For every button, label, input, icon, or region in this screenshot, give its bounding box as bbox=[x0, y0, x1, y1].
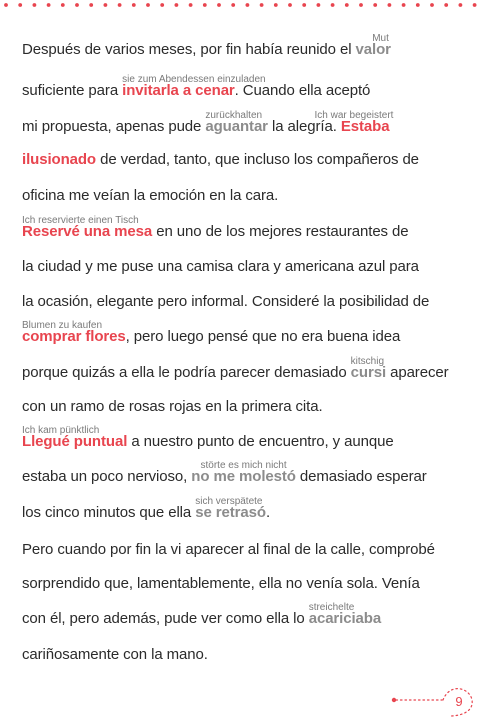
border-dot bbox=[302, 3, 306, 7]
border-dot bbox=[274, 3, 278, 7]
border-dot bbox=[388, 3, 392, 7]
border-dot bbox=[75, 3, 79, 7]
text-line: ilusionado de verdad, tanto, que incluso los compañeros de bbox=[22, 151, 419, 168]
border-dot bbox=[89, 3, 93, 7]
border-dot bbox=[246, 3, 250, 7]
border-dot bbox=[444, 3, 448, 7]
translation-gloss: sich verspätete bbox=[195, 496, 263, 507]
highlighted-phrase: Ich kam pünktlich Llegué puntual bbox=[22, 425, 128, 450]
translation-gloss: Blumen zu kaufen bbox=[22, 320, 103, 331]
border-dot bbox=[359, 3, 363, 7]
highlighted-word: Ich war begeistert Estaba bbox=[314, 110, 394, 135]
text-line: con él, pero además, pude ver como ella lo streichelte acariciaba bbox=[22, 602, 382, 627]
highlighted-phrase: Ich reservierte einen Tisch Reservé una mesa bbox=[22, 215, 153, 240]
highlighted-word: kitschig cursi bbox=[350, 356, 387, 381]
border-dot bbox=[416, 3, 420, 7]
border-dot bbox=[189, 3, 193, 7]
text-line: los cinco minutos que ella sich verspätete se retrasó. bbox=[22, 496, 271, 521]
border-dot bbox=[160, 3, 164, 7]
text-line: porque quizás a ella le podría parecer demasiado kitschig cursi aparecer bbox=[22, 356, 449, 381]
translation-gloss: Ich reservierte einen Tisch bbox=[22, 215, 139, 226]
translation-gloss: störte es mich nicht bbox=[200, 460, 287, 471]
highlighted-word: Mut valor bbox=[355, 33, 391, 58]
border-dot bbox=[132, 3, 136, 7]
border-dot bbox=[260, 3, 264, 7]
border-dot bbox=[430, 3, 434, 7]
border-dot bbox=[118, 3, 122, 7]
text-line: estaba un poco nervioso, störte es mich nicht no me molestó demasiado esperar bbox=[22, 460, 427, 485]
border-dot bbox=[47, 3, 51, 7]
translation-gloss: zurückhalten bbox=[205, 110, 263, 121]
translation-gloss: streichelte bbox=[308, 602, 355, 613]
text-line: suficiente para sie zum Abendessen einzuladen invitarla a cenar. Cuando ella aceptó bbox=[22, 74, 371, 99]
border-dot bbox=[4, 3, 8, 7]
border-dot bbox=[61, 3, 65, 7]
highlighted-phrase: sie zum Abendessen einzuladen invitarla a cenar bbox=[122, 74, 266, 99]
translation-gloss: Ich kam pünktlich bbox=[22, 425, 100, 436]
text-line: Después de varios meses, por fin había reunido el Mut valor bbox=[22, 33, 391, 58]
text-line: cariñosamente con la mano. bbox=[22, 646, 208, 663]
border-dot bbox=[231, 3, 235, 7]
page-number: 9 bbox=[455, 694, 463, 709]
translation-gloss: Mut bbox=[372, 33, 389, 44]
text-line: Ich kam pünktlich Llegué puntual a nuestro punto de encuentro, y aunque bbox=[22, 425, 394, 450]
text-line: la ciudad y me puse una camisa clara y americana azul para bbox=[22, 258, 419, 275]
border-dot bbox=[373, 3, 377, 7]
text-line: sorprendido que, lamentablemente, ella no venía sola. Venía bbox=[22, 575, 420, 592]
border-dot bbox=[217, 3, 221, 7]
highlighted-phrase: Blumen zu kaufen comprar flores bbox=[22, 320, 126, 345]
text-line: Pero cuando por fin la vi aparecer al final de la calle, comprobé bbox=[22, 541, 435, 558]
text-line: oficina me veían la emoción en la cara. bbox=[22, 187, 279, 204]
translation-gloss: sie zum Abendessen einzuladen bbox=[122, 74, 266, 85]
highlighted-word: streichelte acariciaba bbox=[308, 602, 382, 627]
translation-gloss: Ich war begeistert bbox=[314, 110, 394, 121]
border-dot bbox=[175, 3, 179, 7]
border-dot bbox=[402, 3, 406, 7]
border-dot bbox=[288, 3, 292, 7]
border-dot bbox=[146, 3, 150, 7]
border-dot bbox=[331, 3, 335, 7]
translation-gloss: kitschig bbox=[350, 356, 385, 367]
border-dot bbox=[18, 3, 22, 7]
highlighted-word: zurückhalten aguantar bbox=[205, 110, 268, 135]
text-line: Blumen zu kaufen comprar flores, pero luego pensé que no era buena idea bbox=[22, 320, 401, 345]
border-dot bbox=[33, 3, 37, 7]
highlighted-phrase: sich verspätete se retrasó bbox=[195, 496, 266, 521]
border-dot bbox=[317, 3, 321, 7]
footer-dotted-ornament bbox=[390, 686, 488, 720]
text-line: la ocasión, elegante pero informal. Consideré la posibilidad de bbox=[22, 293, 430, 310]
border-dot bbox=[345, 3, 349, 7]
text-line: mi propuesta, apenas pude zurückhalten aguantar la alegría. Ich war begeistert Estaba bbox=[22, 110, 394, 135]
border-dot bbox=[104, 3, 108, 7]
top-dotted-border bbox=[0, 0, 488, 14]
border-dot bbox=[473, 3, 477, 7]
text-line: con un ramo de rosas rojas en la primera cita. bbox=[22, 398, 323, 415]
border-dot bbox=[459, 3, 463, 7]
text-line: Ich reservierte einen Tisch Reservé una mesa en uno de los mejores restaurantes de bbox=[22, 215, 409, 240]
highlighted-word: ilusionado bbox=[22, 151, 97, 168]
border-dot bbox=[203, 3, 207, 7]
highlighted-phrase: störte es mich nicht no me molestó bbox=[191, 460, 296, 485]
